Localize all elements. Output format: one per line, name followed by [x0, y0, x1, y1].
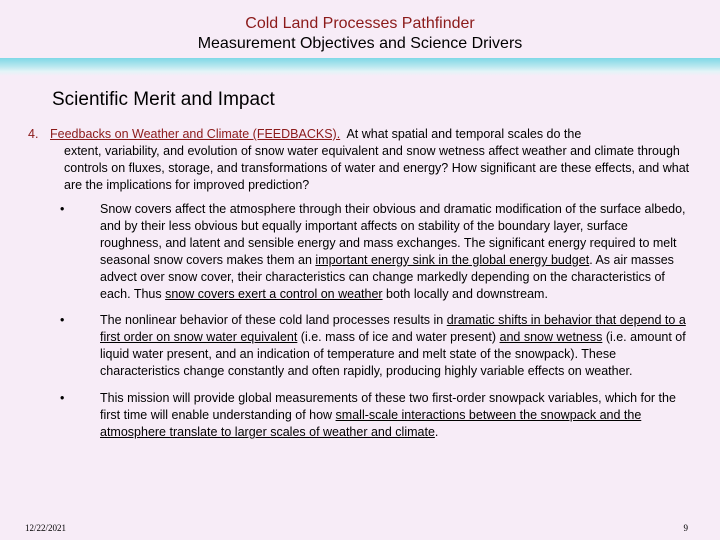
item-number: 4. [28, 127, 39, 141]
bullet-item [60, 312, 692, 380]
footer-date: 12/22/2021 [25, 523, 67, 533]
bullet-text-part: both locally and downstream. [382, 286, 548, 301]
bullet-mark: • [60, 202, 65, 216]
bullet-underlined-phrase: and snow wetness [499, 330, 603, 345]
bullet-text-part: Snow covers affect the atmosphere through their obvious and dramatic modification of the surface albedo, and by their less obvious but equally important affects on stability of the boundary layer, surface roughness, and latent and sensible energy and mass exchanges. The significant energy required to melt seasonal snow covers makes them an [100, 202, 686, 267]
bullet-text-part: This mission will provide global measurements of these two first-order snowpack variables, which for the first time will enable understanding of how [100, 391, 676, 422]
bullet-item [60, 201, 692, 302]
item-text [50, 126, 696, 194]
bullet-list [60, 201, 692, 451]
bullet-text-part: (i.e. mass of ice and water present) [297, 330, 500, 345]
bullet-text [100, 390, 692, 441]
page-number: 9 [683, 523, 688, 533]
title-line-2: Measurement Objectives and Science Drivers [197, 35, 523, 52]
bullet-mark: • [60, 391, 65, 406]
numbered-item [28, 126, 696, 194]
bullet-text-part: . [434, 424, 439, 439]
section-heading: Scientific Merit and Impact [52, 89, 275, 110]
bullet-underlined-phrase: dramatic shifts in behavior that depend to a first order on snow water equivalent [100, 313, 686, 345]
bullet-text [100, 201, 692, 302]
slide-title [0, 14, 720, 54]
bullet-text-part: . As air masses advect over snow cover, their characteristics can change markedly depending on the characteristics of each. Thus [100, 252, 674, 301]
bullet-text-part: The nonlinear behavior of these cold land processes results in [100, 313, 447, 328]
bullet-text-part: (i.e. amount of liquid water present, and an indication of temperature and melt state of the snowpack). These characteristics change constantly and often rapidly, producing highly variable effects on weather. [100, 330, 686, 379]
bullet-mark: • [60, 313, 65, 328]
bullet-underlined-phrase: small-scale interactions between the snowpack and the atmosphere translate to larger scales of weather and climate [100, 407, 642, 439]
title-line-1: Cold Land Processes Pathfinder [245, 15, 475, 32]
item-text-line1: At what spatial and temporal scales do the [346, 127, 582, 141]
item-title: Feedbacks on Weather and Climate (FEEDBACKS). [50, 127, 341, 141]
item-text-rest: extent, variability, and evolution of snow water equivalent and snow wetness affect weather and climate through controls on fluxes, storage, and transformations of water and energy? How significant are these effects, and what are the implications for improved prediction? [64, 144, 690, 192]
bullet-underlined-phrase: snow covers exert a control on weather [165, 286, 383, 301]
header-divider [0, 58, 720, 76]
bullet-text [100, 312, 692, 380]
bullet-underlined-phrase: important energy sink in the global energy budget [315, 252, 590, 267]
bullet-item [60, 390, 692, 441]
